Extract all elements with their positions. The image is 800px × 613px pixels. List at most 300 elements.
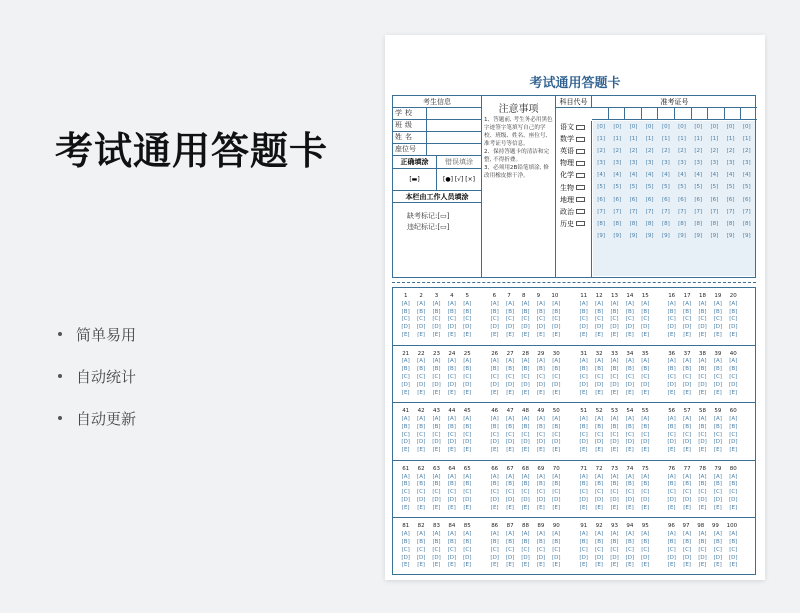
option-bubble: [B] bbox=[713, 308, 722, 315]
option-bubble: [D] bbox=[447, 496, 457, 503]
option-bubble: [E] bbox=[641, 447, 650, 454]
digit-bubble: [2] bbox=[645, 148, 654, 155]
question-number: 28 bbox=[521, 350, 529, 357]
option-bubble: [D] bbox=[682, 381, 692, 388]
question-number: 90 bbox=[552, 523, 560, 530]
option-bubble: [E] bbox=[729, 331, 738, 338]
option-row bbox=[664, 539, 741, 547]
code-section bbox=[556, 96, 757, 277]
exam-id-digit-row bbox=[593, 133, 755, 145]
answer-sheet-preview bbox=[385, 35, 765, 580]
digit-bubble: [8] bbox=[742, 220, 751, 227]
digit-bubble: [2] bbox=[629, 148, 638, 155]
option-row bbox=[664, 489, 741, 497]
bullet-icon bbox=[58, 374, 62, 378]
option-bubble: [B] bbox=[463, 481, 472, 488]
subject-checkbox bbox=[576, 209, 585, 214]
option-bubble: [C] bbox=[713, 316, 722, 323]
option-bubble: [D] bbox=[447, 324, 457, 331]
option-row bbox=[398, 416, 475, 424]
option-bubble: [D] bbox=[713, 554, 723, 561]
question-number: 82 bbox=[417, 523, 425, 530]
option-bubble: [C] bbox=[595, 546, 604, 553]
answer-block bbox=[393, 518, 755, 576]
option-bubble: [E] bbox=[610, 504, 619, 511]
option-bubble: [A] bbox=[729, 358, 738, 365]
option-bubble: [E] bbox=[417, 331, 425, 338]
question-numbers bbox=[398, 466, 475, 474]
exam-id-box bbox=[642, 108, 659, 119]
question-number: 72 bbox=[595, 465, 603, 472]
option-bubble: [C] bbox=[683, 431, 692, 438]
option-bubble: [D] bbox=[698, 381, 707, 388]
option-bubble: [A] bbox=[552, 531, 561, 538]
question-number: 48 bbox=[521, 408, 529, 415]
option-bubble: [C] bbox=[536, 489, 545, 496]
option-bubble: [B] bbox=[610, 308, 619, 315]
digit-bubble: [4] bbox=[629, 172, 638, 179]
option-bubble: [A] bbox=[536, 300, 545, 307]
option-bubble: [A] bbox=[641, 473, 650, 480]
exam-id-digit-row bbox=[593, 230, 755, 242]
option-bubble: [E] bbox=[447, 447, 456, 454]
question-number: 88 bbox=[521, 523, 529, 530]
option-bubble: [B] bbox=[579, 366, 588, 373]
option-bubble: [D] bbox=[667, 324, 676, 331]
subject-option bbox=[556, 169, 591, 181]
question-number: 84 bbox=[448, 523, 456, 530]
option-bubble: [A] bbox=[729, 300, 738, 307]
digit-bubble: [1] bbox=[597, 136, 605, 143]
option-row bbox=[664, 481, 741, 489]
option-bubble: [A] bbox=[417, 473, 426, 480]
option-bubble: [C] bbox=[698, 489, 707, 496]
digit-bubble: [0] bbox=[742, 124, 751, 130]
option-row bbox=[576, 374, 653, 382]
digit-bubble: [1] bbox=[694, 136, 703, 143]
option-bubble: [D] bbox=[521, 496, 530, 503]
option-bubble: [D] bbox=[698, 496, 707, 503]
option-row bbox=[576, 390, 653, 398]
question-number: 53 bbox=[610, 408, 618, 415]
option-row bbox=[664, 332, 741, 340]
option-bubble: [B] bbox=[610, 538, 619, 545]
option-bubble: [D] bbox=[667, 381, 676, 388]
question-number: 18 bbox=[698, 293, 706, 299]
option-bubble: [E] bbox=[641, 331, 650, 338]
option-bubble: [A] bbox=[610, 415, 619, 422]
option-bubble: [B] bbox=[552, 423, 561, 430]
option-bubble: [D] bbox=[551, 381, 561, 388]
question-group bbox=[398, 523, 475, 570]
option-bubble: [B] bbox=[490, 366, 499, 373]
option-bubble: [A] bbox=[641, 358, 650, 365]
option-row bbox=[398, 539, 475, 547]
digit-bubble: [8] bbox=[694, 220, 703, 227]
option-bubble: [B] bbox=[625, 481, 634, 488]
option-row bbox=[487, 474, 564, 482]
question-number: 29 bbox=[537, 350, 545, 357]
option-bubble: [B] bbox=[729, 538, 738, 545]
question-number: 11 bbox=[580, 293, 588, 299]
question-number: 9 bbox=[536, 293, 541, 299]
option-bubble: [D] bbox=[536, 324, 546, 331]
option-bubble: [E] bbox=[432, 562, 441, 569]
option-bubble: [A] bbox=[579, 473, 588, 480]
option-row bbox=[398, 374, 475, 382]
digit-bubble: [6] bbox=[710, 196, 719, 203]
option-bubble: [A] bbox=[463, 415, 472, 422]
option-row bbox=[398, 316, 475, 324]
option-bubble: [B] bbox=[417, 423, 426, 430]
option-bubble: [A] bbox=[447, 300, 456, 307]
option-bubble: [B] bbox=[432, 366, 441, 373]
option-row bbox=[576, 366, 653, 374]
option-bubble: [D] bbox=[490, 324, 499, 331]
digit-bubble: [0] bbox=[661, 124, 670, 130]
option-bubble: [B] bbox=[641, 423, 650, 430]
option-bubble: [C] bbox=[490, 489, 499, 496]
option-bubble: [C] bbox=[463, 546, 472, 553]
question-number: 17 bbox=[683, 293, 691, 299]
option-bubble: [B] bbox=[595, 366, 604, 373]
option-row bbox=[398, 439, 475, 447]
question-number: 37 bbox=[683, 350, 691, 357]
digit-bubble: [8] bbox=[661, 220, 670, 227]
question-number: 89 bbox=[537, 523, 545, 530]
student-info-section bbox=[393, 96, 482, 277]
digit-bubble: [1] bbox=[742, 136, 751, 143]
option-bubble: [A] bbox=[417, 358, 426, 365]
digit-bubble: [5] bbox=[645, 184, 654, 191]
subject-checkbox bbox=[576, 185, 585, 190]
option-bubble: [E] bbox=[463, 504, 472, 511]
exam-id-digit-row bbox=[593, 145, 755, 157]
digit-bubble: [1] bbox=[726, 136, 735, 143]
option-row bbox=[398, 447, 475, 455]
question-number: 54 bbox=[626, 408, 634, 415]
question-number: 13 bbox=[610, 293, 618, 299]
option-row bbox=[576, 301, 653, 309]
digit-bubble: [6] bbox=[629, 196, 638, 203]
digit-bubble: [1] bbox=[613, 136, 622, 143]
subject-option bbox=[556, 206, 591, 218]
option-bubble: [C] bbox=[625, 373, 634, 380]
option-bubble: [C] bbox=[595, 373, 604, 380]
option-bubble: [D] bbox=[682, 324, 692, 331]
option-bubble: [B] bbox=[698, 308, 707, 315]
option-row bbox=[487, 424, 564, 432]
option-bubble: [E] bbox=[595, 562, 603, 569]
option-bubble: [A] bbox=[667, 358, 676, 365]
option-bubble: [B] bbox=[463, 423, 472, 430]
staff-section-header: 本栏由工作人员填涂 bbox=[393, 191, 481, 203]
option-bubble: [B] bbox=[641, 308, 650, 315]
option-bubble: [A] bbox=[417, 531, 426, 538]
option-bubble: [E] bbox=[490, 562, 499, 569]
option-bubble: [D] bbox=[713, 496, 723, 503]
question-group bbox=[398, 466, 475, 513]
question-number: 14 bbox=[626, 293, 634, 299]
question-number: 10 bbox=[551, 293, 559, 299]
option-bubble: [B] bbox=[610, 481, 619, 488]
option-bubble: [C] bbox=[521, 316, 530, 323]
option-bubble: [C] bbox=[401, 431, 410, 438]
option-bubble: [B] bbox=[521, 481, 530, 488]
option-bubble: [B] bbox=[552, 481, 561, 488]
option-bubble: [D] bbox=[579, 496, 588, 503]
digit-bubble: [5] bbox=[629, 184, 638, 191]
option-bubble: [D] bbox=[640, 554, 650, 561]
option-row bbox=[398, 358, 475, 366]
digit-bubble: [3] bbox=[726, 160, 735, 167]
option-bubble: [E] bbox=[729, 562, 738, 569]
option-bubble: [E] bbox=[683, 562, 691, 569]
option-bubble: [C] bbox=[417, 316, 426, 323]
option-bubble: [E] bbox=[552, 331, 561, 338]
option-bubble: [B] bbox=[610, 423, 619, 430]
option-bubble: [D] bbox=[505, 439, 515, 446]
digit-bubble: [9] bbox=[742, 232, 751, 239]
option-bubble: [A] bbox=[610, 473, 619, 480]
option-bubble: [A] bbox=[506, 358, 515, 365]
option-row bbox=[576, 382, 653, 390]
option-bubble: [A] bbox=[698, 358, 707, 365]
option-bubble: [B] bbox=[401, 538, 410, 545]
question-number: 80 bbox=[729, 465, 737, 472]
option-bubble: [A] bbox=[552, 473, 561, 480]
answer-block bbox=[393, 403, 755, 461]
option-bubble: [B] bbox=[417, 366, 426, 373]
option-bubble: [A] bbox=[729, 531, 738, 538]
digit-bubble: [0] bbox=[694, 124, 703, 130]
option-bubble: [A] bbox=[463, 358, 472, 365]
option-bubble: [E] bbox=[683, 331, 691, 338]
option-bubble: [A] bbox=[490, 300, 499, 307]
field-row: 班级 bbox=[393, 120, 481, 132]
digit-bubble: [8] bbox=[726, 220, 735, 227]
question-group bbox=[398, 351, 475, 398]
option-bubble: [A] bbox=[521, 358, 530, 365]
option-bubble: [B] bbox=[698, 423, 707, 430]
bullet-icon bbox=[58, 416, 62, 420]
option-bubble: [B] bbox=[490, 538, 499, 545]
option-bubble: [B] bbox=[506, 423, 515, 430]
question-number: 38 bbox=[698, 350, 706, 357]
option-bubble: [B] bbox=[595, 481, 604, 488]
question-number: 60 bbox=[729, 408, 737, 415]
option-bubble: [A] bbox=[463, 531, 472, 538]
digit-bubble: [9] bbox=[597, 232, 605, 239]
option-bubble: [E] bbox=[463, 331, 472, 338]
option-bubble: [E] bbox=[463, 447, 472, 454]
option-bubble: [E] bbox=[447, 331, 456, 338]
exam-id-digit-row bbox=[593, 181, 755, 193]
digit-bubble: [6] bbox=[613, 196, 622, 203]
subject-checkbox bbox=[576, 221, 585, 226]
digit-bubble: [5] bbox=[694, 184, 703, 191]
option-row bbox=[398, 555, 475, 563]
option-bubble: [B] bbox=[490, 423, 499, 430]
option-row bbox=[398, 497, 475, 505]
option-bubble: [E] bbox=[610, 331, 619, 338]
question-number: 47 bbox=[506, 408, 514, 415]
option-row bbox=[487, 332, 564, 340]
option-row bbox=[487, 531, 564, 539]
option-row bbox=[664, 324, 741, 332]
option-row bbox=[487, 439, 564, 447]
option-bubble: [A] bbox=[506, 300, 515, 307]
option-bubble: [C] bbox=[579, 546, 588, 553]
option-row bbox=[576, 497, 653, 505]
digit-bubble: [4] bbox=[661, 172, 670, 179]
option-bubble: [E] bbox=[641, 504, 650, 511]
option-bubble: [E] bbox=[401, 447, 410, 454]
option-bubble: [E] bbox=[625, 331, 634, 338]
digit-bubble: [5] bbox=[678, 184, 686, 191]
option-bubble: [C] bbox=[579, 489, 588, 496]
option-bubble: [C] bbox=[401, 373, 410, 380]
option-bubble: [E] bbox=[401, 331, 410, 338]
question-group bbox=[487, 466, 564, 513]
sheet-header-area bbox=[392, 95, 756, 278]
option-bubble: [E] bbox=[506, 389, 514, 396]
option-bubble: [D] bbox=[490, 554, 499, 561]
subject-label: 历史 bbox=[560, 219, 574, 228]
option-bubble: [A] bbox=[506, 531, 515, 538]
question-group bbox=[576, 351, 653, 398]
digit-bubble: [8] bbox=[678, 220, 686, 227]
option-bubble: [D] bbox=[462, 554, 472, 561]
digit-bubble: [8] bbox=[613, 220, 622, 227]
option-bubble: [A] bbox=[625, 473, 634, 480]
option-bubble: [A] bbox=[552, 300, 561, 307]
exam-id-digit-row bbox=[593, 194, 755, 206]
question-number: 15 bbox=[641, 293, 649, 299]
option-bubble: [B] bbox=[506, 481, 515, 488]
question-number: 100 bbox=[726, 523, 738, 530]
option-bubble: [C] bbox=[432, 373, 441, 380]
option-bubble: [D] bbox=[447, 554, 457, 561]
option-bubble: [D] bbox=[551, 496, 561, 503]
question-number: 21 bbox=[402, 350, 410, 357]
subject-list bbox=[556, 121, 592, 278]
option-bubble: [E] bbox=[579, 562, 588, 569]
option-bubble: [C] bbox=[536, 373, 545, 380]
option-bubble: [C] bbox=[625, 546, 634, 553]
question-number: 41 bbox=[402, 408, 410, 415]
option-bubble: [C] bbox=[536, 431, 545, 438]
question-numbers bbox=[576, 523, 653, 531]
exam-id-box bbox=[708, 108, 725, 119]
option-bubble: [C] bbox=[417, 489, 426, 496]
option-bubble: [A] bbox=[713, 300, 722, 307]
option-row bbox=[487, 358, 564, 366]
question-number: 43 bbox=[432, 408, 440, 415]
option-bubble: [B] bbox=[521, 538, 530, 545]
digit-bubble: [9] bbox=[726, 232, 735, 239]
option-bubble: [B] bbox=[490, 308, 499, 315]
option-bubble: [B] bbox=[713, 481, 722, 488]
option-bubble: [A] bbox=[506, 415, 515, 422]
option-bubble: [B] bbox=[552, 538, 561, 545]
question-number: 77 bbox=[683, 465, 691, 472]
option-row bbox=[398, 309, 475, 317]
option-bubble: [A] bbox=[579, 531, 588, 538]
digit-bubble: [6] bbox=[742, 196, 751, 203]
digit-bubble: [0] bbox=[710, 124, 719, 130]
option-row bbox=[664, 531, 741, 539]
option-row bbox=[576, 432, 653, 440]
option-bubble: [A] bbox=[536, 531, 545, 538]
feature-item: 简单易用 bbox=[58, 313, 136, 355]
digit-bubble: [3] bbox=[694, 160, 703, 167]
option-bubble: [C] bbox=[683, 489, 692, 496]
digit-bubble: [8] bbox=[710, 220, 719, 227]
option-bubble: [C] bbox=[552, 489, 561, 496]
question-number: 93 bbox=[610, 523, 618, 530]
option-bubble: [A] bbox=[698, 415, 707, 422]
option-bubble: [C] bbox=[506, 316, 515, 323]
option-bubble: [E] bbox=[667, 447, 676, 454]
question-group bbox=[487, 293, 564, 340]
digit-bubble: [7] bbox=[661, 208, 670, 215]
option-row bbox=[576, 505, 653, 513]
option-row bbox=[664, 309, 741, 317]
subject-label: 生物 bbox=[560, 183, 574, 192]
option-bubble: [A] bbox=[447, 473, 456, 480]
option-bubble: [E] bbox=[625, 562, 634, 569]
digit-bubble: [6] bbox=[597, 196, 605, 203]
option-bubble: [C] bbox=[729, 431, 738, 438]
option-bubble: [A] bbox=[432, 531, 441, 538]
exam-id-write-boxes bbox=[592, 108, 757, 120]
option-bubble: [E] bbox=[683, 447, 691, 454]
option-row bbox=[398, 489, 475, 497]
option-bubble: [A] bbox=[667, 300, 676, 307]
digit-bubble: [3] bbox=[629, 160, 638, 167]
option-row bbox=[487, 489, 564, 497]
option-bubble: [E] bbox=[595, 389, 603, 396]
option-bubble: [C] bbox=[463, 373, 472, 380]
option-bubble: [D] bbox=[594, 324, 604, 331]
option-bubble: [A] bbox=[595, 300, 604, 307]
option-bubble: [C] bbox=[641, 316, 650, 323]
option-bubble: [C] bbox=[490, 431, 499, 438]
option-bubble: [B] bbox=[417, 308, 426, 315]
option-bubble: [D] bbox=[521, 381, 530, 388]
option-bubble: [B] bbox=[683, 308, 692, 315]
option-bubble: [C] bbox=[447, 316, 456, 323]
notice-section bbox=[482, 96, 556, 277]
question-number: 92 bbox=[595, 523, 603, 530]
option-bubble: [D] bbox=[490, 381, 499, 388]
question-number: 78 bbox=[698, 465, 706, 472]
digit-bubble: [9] bbox=[678, 232, 686, 239]
question-number: 57 bbox=[683, 408, 691, 415]
subject-label: 英语 bbox=[560, 147, 574, 156]
option-bubble: [B] bbox=[447, 423, 456, 430]
option-row bbox=[487, 505, 564, 513]
option-bubble: [E] bbox=[713, 389, 722, 396]
digit-bubble: [2] bbox=[694, 148, 703, 155]
option-bubble: [A] bbox=[683, 415, 692, 422]
option-bubble: [C] bbox=[463, 489, 472, 496]
digit-bubble: [4] bbox=[726, 172, 735, 179]
option-bubble: [D] bbox=[610, 324, 619, 331]
subject-option bbox=[556, 121, 591, 133]
option-bubble: [E] bbox=[463, 389, 472, 396]
